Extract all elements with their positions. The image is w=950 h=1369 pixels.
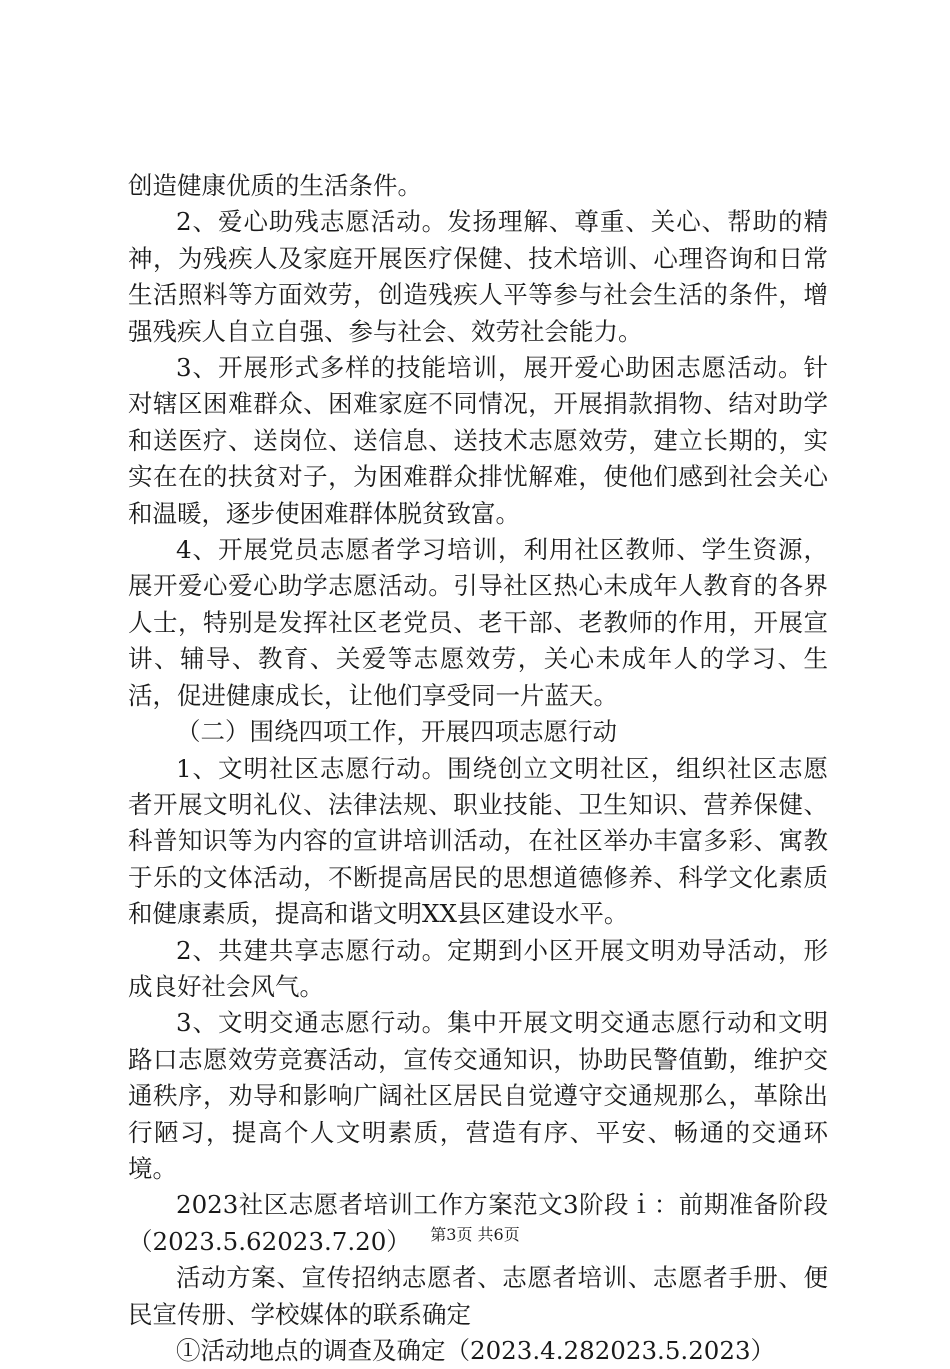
- paragraph-8: 2023社区志愿者培训工作方案范文3阶段ｉ：前期准备阶段（2023.5.62023.7.20）: [128, 1190, 828, 1256]
- page-footer: 第3页 共6页: [430, 1225, 520, 1244]
- paragraph-9: 活动方案、宣传招纳志愿者、志愿者培训、志愿者手册、便民宣传册、学校媒体的联系确定: [128, 1263, 828, 1329]
- paragraph-5: 1、文明社区志愿行动。围绕创立文明社区，组织社区志愿者开展文明礼仪、法律法规、职业技能、卫生知识、营养保健、科普知识等为内容的宣讲培训活动，在社区举办丰富多彩、寓教于乐的文体活动，不断提高居民的思想道德修养、科学文化素质和健康素质，提高和谐文明XX县区建设水平。: [128, 753, 828, 929]
- paragraph-6: 2、共建共享志愿行动。定期到小区开展文明劝导活动，形成良好社会风气。: [128, 935, 828, 1001]
- paragraph-7: 3、文明交通志愿行动。集中开展文明交通志愿行动和文明路口志愿效劳竞赛活动，宣传交通知识，协助民警值勤，维护交通秩序，劝导和影响广阔社区居民自觉遵守交通规那么，革除出行陋习，提高个人文明素质，营造有序、平安、畅通的交通环境。: [128, 1008, 828, 1183]
- paragraph-1: 创造健康优质的生活条件。: [128, 171, 422, 200]
- paragraph-3: 3、开展形式多样的技能培训，展开爱心助困志愿活动。针对辖区困难群众、困难家庭不同情况，开展捐款捐物、结对助学和送医疗、送岗位、送信息、送技术志愿效劳，建立长期的，实实在在的扶贫对子，为困难群众排忧解难，使他们感到社会关心和温暖，逐步使困难群体脱贫致富。: [128, 353, 828, 528]
- paragraph-10: ①活动地点的调查及确定（2023.4.282023.5.2023）: [176, 1336, 776, 1365]
- paragraph-4: 4、开展党员志愿者学习培训，利用社区教师、学生资源，展开爱心爱心助学志愿活动。引导社区热心未成年人教育的各界人士，特别是发挥社区老党员、老干部、老教师的作用，开展宣讲、辅导、教育、关爱等志愿效劳，关心未成年人的学习、生活，促进健康成长，让他们享受同一片蓝天。: [128, 535, 828, 710]
- section-heading: （二）围绕四项工作，开展四项志愿行动: [176, 717, 617, 747]
- paragraph-2: 2、爱心助残志愿活动。发扬理解、尊重、关心、帮助的精神，为残疾人及家庭开展医疗保健、技术培训、心理咨询和日常生活照料等方面效劳，创造残疾人平等参与社会生活的条件，增强残疾人自立自强、参与社会、效劳社会能力。: [128, 207, 828, 346]
- document-body: [128, 168, 828, 1369]
